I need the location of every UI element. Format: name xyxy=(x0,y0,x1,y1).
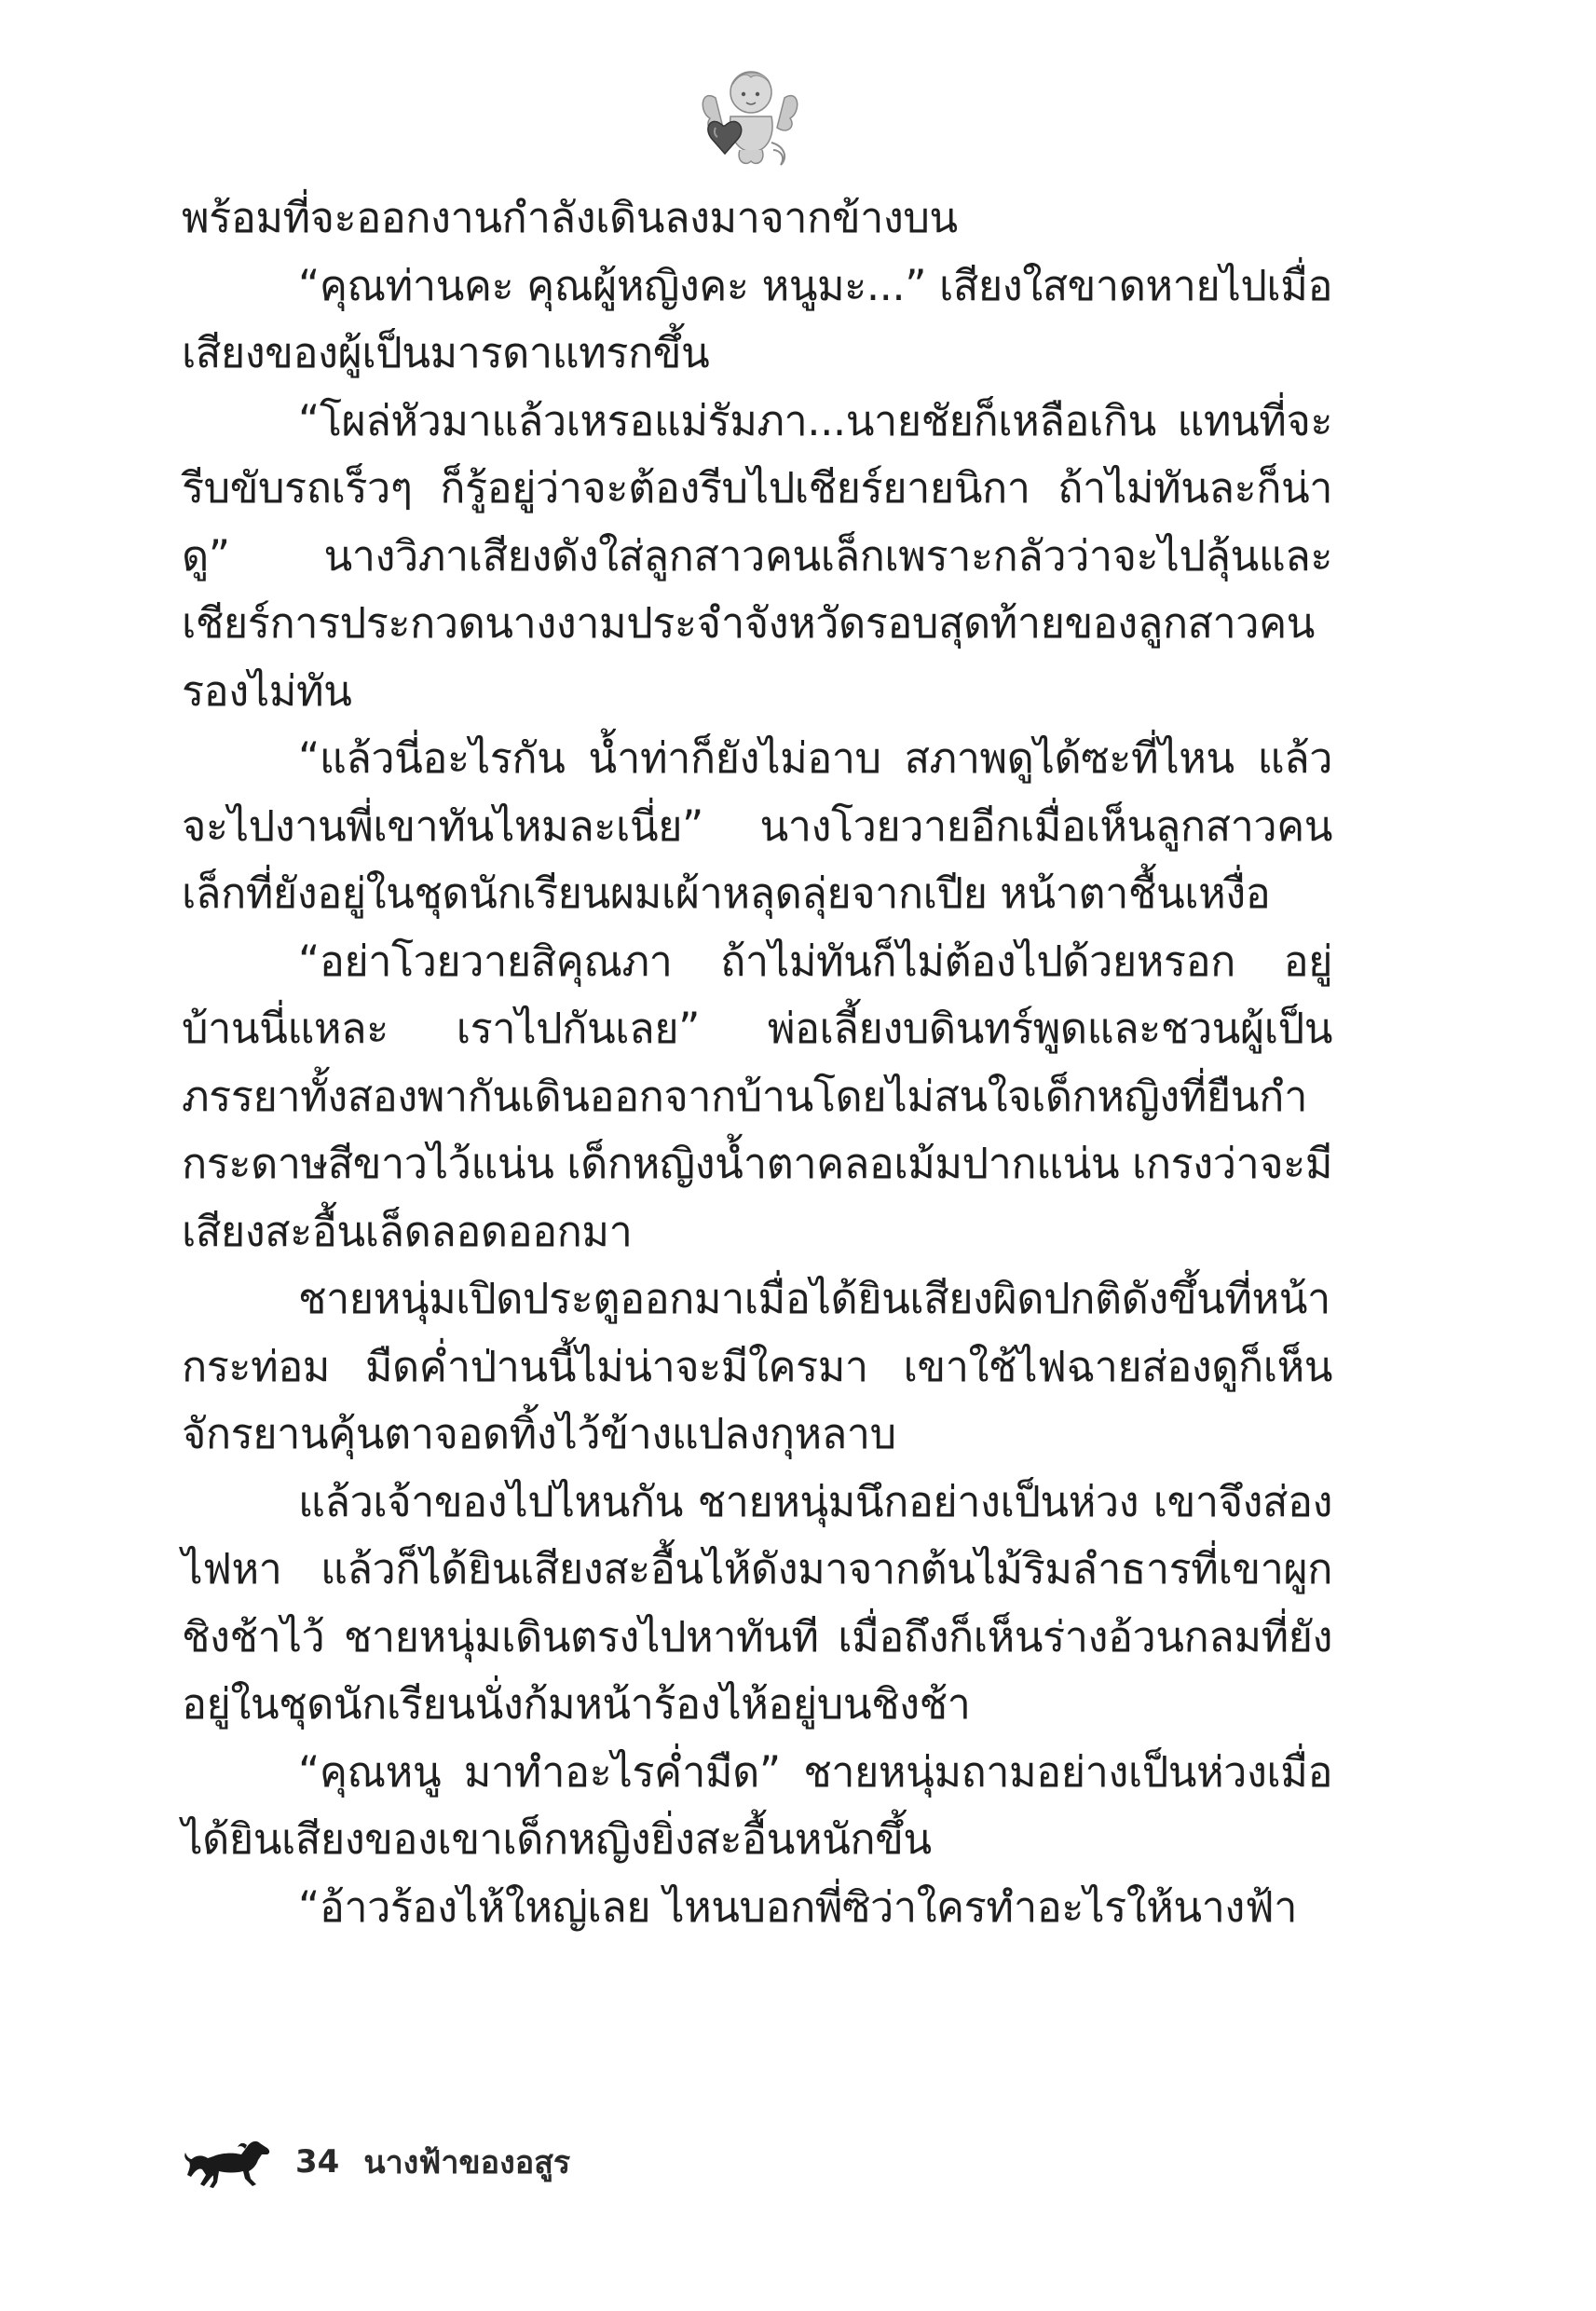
page-footer xyxy=(182,2129,1020,2195)
paragraph-2: “คุณท่านคะ คุณผู้หญิงคะ หนูมะ...” เสียงใสขาดหายไปเมื่อเสียงของผู้เป็นมารดาแทรกขึ้น xyxy=(182,260,1332,377)
paragraph-6: ชายหนุ่มเปิดประตูออกมาเมื่อได้ยินเสียงผิดปกติดังขึ้นที่หน้ากระท่อม มืดค่ำป่านนี้ไม่น่าจะมีใครมา เขาใช้ไฟฉายส่องดูก็เห็นจักรยานคุ้นตาจอดทิ้งไว้ข้างแปลงกุหลาบ xyxy=(182,1274,1332,1458)
paragraph-8: “คุณหนู มาทำอะไรค่ำมืด” ชายหนุ่มถามอย่างเป็นห่วงเมื่อได้ยินเสียงของเขาเด็กหญิงยิ่งสะอื้นหนักขึ้น xyxy=(182,1746,1332,1864)
horse-icon xyxy=(182,2134,275,2190)
paragraph-3: “โผล่หัวมาแล้วเหรอแม่รัมภา...นายชัยก็เหลือเกิน แทนที่จะรีบขับรถเร็วๆ ก็รู้อยู่ว่าจะต้องรีบไปเชียร์ยายนิกา ถ้าไม่ทันละก็น่าดู” นางวิภาเสียงดังใส่ลูกสาวคนเล็กเพราะกลัวว่าจะไปลุ้นและเชียร์การประกวดนางงามประจำจังหวัดรอบสุดท้ายของลูกสาวคนรองไม่ทัน xyxy=(182,395,1332,716)
paragraph-7: แล้วเจ้าของไปไหนกัน ชายหนุ่มนึกอย่างเป็นห่วง เขาจึงส่องไฟหา แล้วก็ได้ยินเสียงสะอื้นไห้ดังมาจากต้นไม้ริมลำธารที่เขาผูกชิงช้าไว้ ชายหนุ่มเดินตรงไปหาทันที เมื่อถึงก็เห็นร่างอ้วนกลมที่ยังอยู่ในชุดนักเรียนนั่งก้มหน้าร้องไห้อยู่บนชิงช้า xyxy=(182,1476,1332,1729)
paragraph-9: “อ้าวร้องไห้ใหญ่เลย ไหนบอกพี่ซิว่าใครทำอะไรให้นางฟ้า xyxy=(298,1881,1298,1932)
book-title: นางฟ้าของอสูร xyxy=(363,2144,571,2181)
paragraph-1: พร้อมที่จะออกงานกำลังเดินลงมาจากข้างบน xyxy=(182,193,958,242)
page-number: 34 xyxy=(295,2143,340,2181)
cherub-with-heart-icon xyxy=(699,61,801,172)
paragraph-4: “แล้วนี่อะไรกัน น้ำท่าก็ยังไม่อาบ สภาพดูได้ซะที่ไหน แล้วจะไปงานพี่เขาทันไหมละเนี่ย” นางโวยวายอีกเมื่อเห็นลูกสาวคนเล็กที่ยังอยู่ในชุดนักเรียนผมเผ้าหลุดลุ่ยจากเปีย หน้าตาชื้นเหงื่อ xyxy=(182,733,1332,918)
paragraph-5: “อย่าโวยวายสิคุณภา ถ้าไม่ทันก็ไม่ต้องไปด้วยหรอก อยู่บ้านนี่แหละ เราไปกันเลย” พ่อเลี้ยงบดินทร์พูดและชวนผู้เป็นภรรยาทั้งสองพากันเดินออกจากบ้านโดยไม่สนใจเด็กหญิงที่ยืนกำกระดาษสีขาวไว้แน่น เด็กหญิงน้ำตาคลอเม้มปากแน่น เกรงว่าจะมีเสียงสะอื้นเล็ดลอดออกมา xyxy=(182,936,1332,1256)
body-text xyxy=(182,185,1332,2104)
